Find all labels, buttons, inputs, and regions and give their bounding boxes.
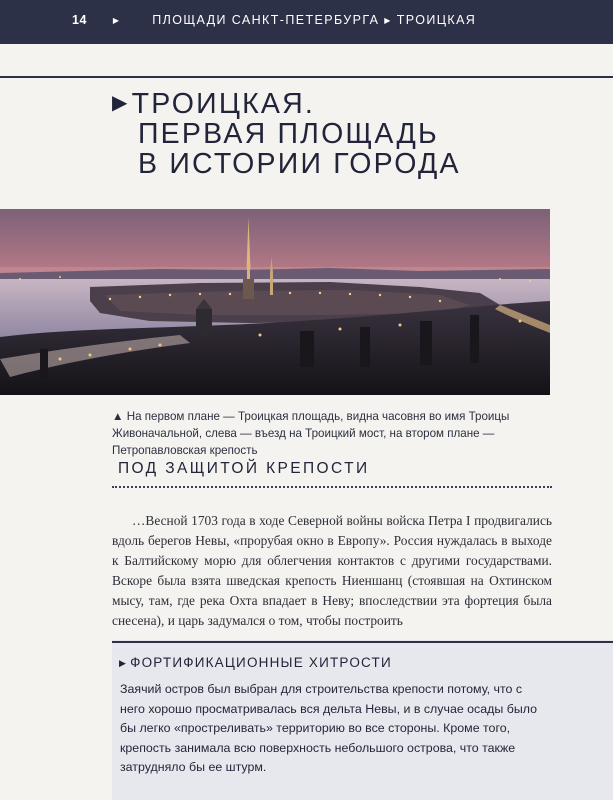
page-title-line-3: В ИСТОРИИ ГОРОДА [138, 148, 461, 180]
triangle-marker-icon: ▶ [384, 16, 392, 25]
sidebar-heading-text: ФОРТИФИКАЦИОННЫЕ ХИТРОСТИ [130, 655, 392, 670]
header-subsection: ТРОИЦКАЯ [396, 13, 477, 27]
page-title [112, 88, 461, 179]
section-divider [112, 486, 552, 488]
running-header [0, 0, 613, 44]
title-rule [0, 76, 613, 78]
sidebar-body-text: Заячий остров был выбран для строительства крепости потому, что с него хорошо просматривалась вся дельта Невы, и в случае осады было бы легко «простреливать» территорию во все стороны. Кроме того, крепость занимала всю поверхность небольшого острова, что также затрудняло бы ее штурм. [120, 682, 537, 774]
cityscape-photo-icon [0, 209, 550, 395]
sidebar-heading [119, 655, 392, 670]
triangle-marker-icon: ▶ [112, 16, 121, 25]
caption-text: На первом плане — Троицкая площадь, видна часовня во имя Троицы Живоначальной, слева — въезд на Троицкий мост, на втором плане — Петропавловская крепость [112, 410, 510, 457]
sidebar-rule [112, 641, 613, 643]
city-photo [0, 209, 550, 395]
triangle-marker-icon: ▶ [112, 92, 130, 114]
page-title-line-1: ТРОИЦКАЯ. [131, 88, 316, 120]
section-body-text: …Весной 1703 года в ходе Северной войны войска Петра I продвигались вдоль берегов Невы, «прорубая окно в Европу». Россия нуждалась в выходе к Балтийскому морю для облегчения контактов с другими государствами. Вскоре была взята шведская крепость Ниеншанц (стоявшая на Охтинском мысу, там, где река Охта впадает в Неву; впоследствии эта фортеция была снесена), и царь задумался о том, чтобы построить [112, 513, 552, 628]
section-heading: ПОД ЗАЩИТОЙ КРЕПОСТИ [118, 460, 370, 477]
running-header-text [72, 13, 476, 27]
caption-triangle-icon: ▲ [112, 410, 124, 423]
page-title-line-2: ПЕРВАЯ ПЛОЩАДЬ [138, 118, 439, 150]
page-number: 14 [72, 13, 87, 27]
header-section: ПЛОЩАДИ САНКТ-ПЕТЕРБУРГА [152, 13, 380, 27]
triangle-marker-icon: ▶ [119, 658, 128, 668]
photo-caption [112, 408, 552, 459]
